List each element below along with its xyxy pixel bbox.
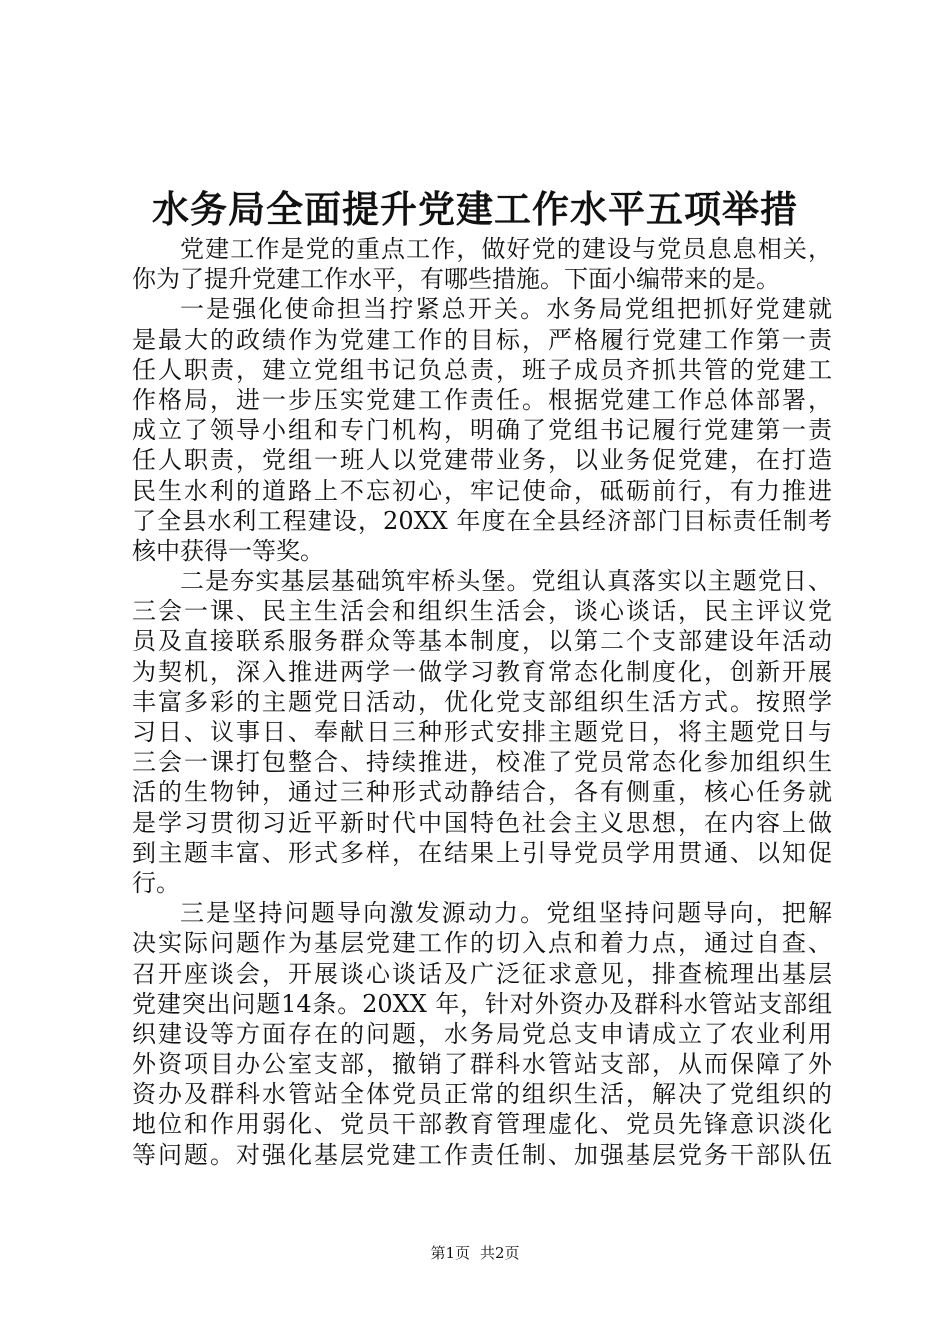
text-line: 核中获得一等奖。	[132, 536, 324, 565]
text-line: 任人职责，建立党组书记负总责，班子成员齐抓共管的党建工	[132, 355, 832, 384]
text-line: 是学习贯彻习近平新时代中国特色社会主义思想，在内容上做	[132, 808, 832, 837]
text-line: 你为了提升党建工作水平，有哪些措施。下面小编带来的是。	[132, 265, 780, 294]
text-line: 一是强化使命担当拧紧总开关。水务局党组把抓好党建就	[180, 295, 832, 324]
text-line: 活的生物钟，通过三种形式动静结合，各有侧重，核心任务就	[132, 778, 832, 807]
text-line: 决实际问题作为基层党建工作的切入点和着力点，通过自查、	[132, 929, 832, 958]
text-line: 等问题。对强化基层党建工作责任制、加强基层党务干部队伍	[132, 1140, 832, 1169]
text-line: 行。	[132, 868, 180, 897]
text-line: 三会一课、民主生活会和组织生活会，谈心谈话，民主评议党	[132, 597, 832, 626]
text-line: 作格局，进一步压实党建工作责任。根据党建工作总体部署，	[132, 385, 832, 414]
text-line: 三是坚持问题导向激发源动力。党组坚持问题导向，把解	[180, 899, 832, 928]
text-line: 资办及群科水管站全体党员正常的组织生活，解决了党组织的	[132, 1080, 832, 1109]
text-line: 了全县水利工程建设，20XX 年度在全县经济部门目标责任制考	[132, 506, 832, 535]
text-line: 到主题丰富、形式多样，在结果上引导党员学用贯通、以知促	[132, 838, 832, 867]
text-line: 地位和作用弱化、党员干部教育管理虚化、党员先锋意识淡化	[132, 1110, 832, 1139]
page-total: 共2页	[480, 1244, 520, 1262]
text-line: 党建突出问题14条。20XX 年，针对外资办及群科水管站支部组	[132, 989, 832, 1018]
page-footer	[0, 1243, 950, 1263]
text-line: 召开座谈会，开展谈心谈话及广泛征求意见，排查梳理出基层	[132, 959, 832, 988]
text-line: 是最大的政绩作为党建工作的目标，严格履行党建工作第一责	[132, 325, 832, 354]
text-line: 党建工作是党的重点工作，做好党的建设与党员息息相关，	[180, 235, 832, 263]
document-title: 水务局全面提升党建工作水平五项举措	[152, 187, 798, 231]
text-line: 三会一课打包整合、持续推进，校准了党员常态化参加组织生	[132, 748, 832, 777]
text-line: 丰富多彩的主题党日活动，优化党支部组织生活方式。按照学	[132, 687, 832, 716]
text-line: 成立了领导小组和专门机构，明确了党组书记履行党建第一责	[132, 416, 832, 445]
text-line: 任人职责，党组一班人以党建带业务，以业务促党建，在打造	[132, 446, 832, 475]
text-line: 民生水利的道路上不忘初心，牢记使命，砥砺前行，有力推进	[132, 476, 832, 505]
document-body	[132, 234, 832, 1170]
text-line: 员及直接联系服务群众等基本制度，以第二个支部建设年活动	[132, 627, 832, 656]
text-line: 习日、议事日、奉献日三种形式安排主题党日，将主题党日与	[132, 718, 832, 746]
page-number: 第1页	[430, 1244, 470, 1262]
text-line: 外资项目办公室支部，撤销了群科水管站支部，从而保障了外	[132, 1050, 832, 1079]
text-line: 二是夯实基层基础筑牢桥头堡。党组认真落实以主题党日、	[180, 567, 832, 596]
text-line: 为契机，深入推进两学一做学习教育常态化制度化，创新开展	[132, 657, 832, 686]
text-line: 织建设等方面存在的问题，水务局党总支申请成立了农业利用	[132, 1019, 832, 1048]
